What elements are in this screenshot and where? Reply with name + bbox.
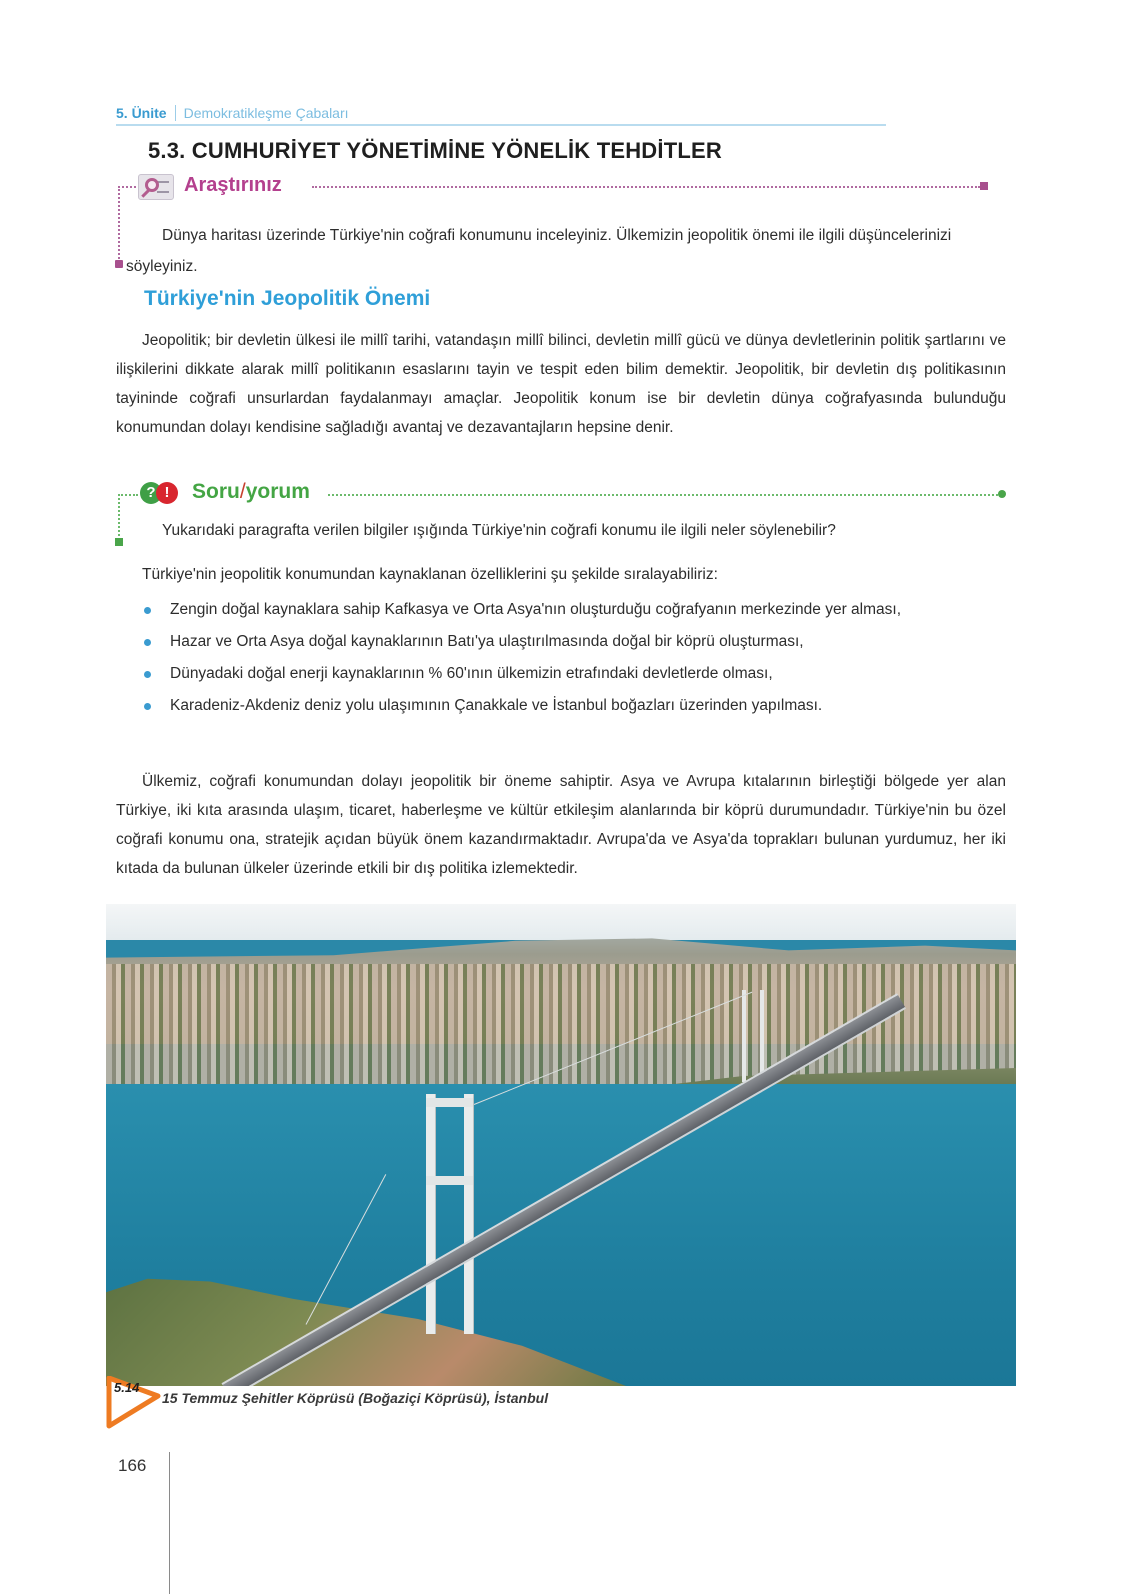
list-item-text: Karadeniz-Akdeniz deniz yolu ulaşımının Çanakkale ve İstanbul boğazları üzerinden yapılması. — [170, 697, 823, 714]
dotted-rule — [328, 494, 998, 496]
question-label-soru: Soru — [192, 480, 240, 503]
dotted-rule — [312, 186, 980, 188]
list-item — [142, 596, 1008, 624]
list-intro: Türkiye'nin jeopolitik konumundan kaynaklanan özelliklerini şu şekilde sıralayabiliriz: — [142, 566, 718, 583]
bridge-photo — [106, 904, 1016, 1386]
rule-end-marker — [980, 182, 988, 190]
figure-number: 5.14 — [114, 1380, 140, 1395]
unit-topic: Demokratikleşme Çabaları — [183, 105, 349, 121]
list-item — [142, 628, 1008, 656]
list-item — [142, 692, 1008, 720]
paragraph-strategic-importance: Ülkemiz, coğrafi konumundan dolayı jeopolitik bir öneme sahiptir. Asya ve Avrupa kıtalarının birleştiği bölgede yer alan Türkiye, iki kıta arasında ulaşım, ticaret, haberleşme ve kültür etkileşim alanlarında bir köprü durumundadır. Türkiye'nin bu özel coğrafi konumu ona, stratejik açıdan büyük önem kazandırmaktadır. Avrupa'da ve Asya'da toprakları bulunan yurdumuz, her iki kıtada da bulunan ülkeler üzerinde etkili bir dış politika izlemektedir. — [116, 773, 1006, 877]
exclamation-bubble-icon: ! — [156, 482, 178, 504]
page-margin-rule — [169, 1452, 170, 1594]
unit-label: 5. Ünite — [116, 105, 167, 121]
rule-end-marker — [115, 538, 123, 546]
features-list — [142, 596, 1008, 724]
bullet-icon — [144, 607, 151, 614]
bullet-icon — [144, 671, 151, 678]
dotted-rule — [118, 186, 120, 266]
section-title: 5.3. CUMHURİYET YÖNETİMİNE YÖNELİK TEHDİTLER — [148, 138, 722, 163]
list-item-text: Zengin doğal kaynaklara sahip Kafkasya ve Orta Asya'nın oluşturduğu coğrafyanın merkezinde yer alması, — [170, 601, 901, 618]
question-text: Yukarıdaki paragrafta verilen bilgiler ışığında Türkiye'nin coğrafi konumu ile ilgili neler söylenebilir? — [162, 522, 836, 539]
page-number: 166 — [118, 1456, 147, 1475]
dotted-rule — [118, 494, 120, 544]
question-label-slash: / — [239, 480, 246, 503]
subheading: Türkiye'nin Jeopolitik Önemi — [144, 287, 431, 310]
rule-end-marker — [998, 490, 1006, 498]
research-label: Araştırınız — [184, 174, 282, 196]
question-label — [192, 480, 310, 504]
bullet-icon — [144, 703, 151, 710]
question-label-yorum: yorum — [245, 480, 310, 503]
list-item — [142, 660, 1008, 688]
list-item-text: Hazar ve Orta Asya doğal kaynaklarının Batı'ya ulaştırılmasında doğal bir köprü oluşturması, — [170, 633, 804, 650]
dotted-rule — [118, 186, 136, 188]
bridge-far-tower — [742, 990, 764, 1082]
paragraph-geopolitics: Jeopolitik; bir devletin ülkesi ile millî tarihi, vatandaşın millî bilinci, devletin millî gücü ve dünya devletlerinin politik şartlarını ve ilişkilerini dikkate alarak millî politikanın esaslarını tayin ve tespit eden bilim demektir. Jeopolitik, bir devletin dış politikasının tayininde coğrafi unsurlardan faydalanmayı amaçlar. Jeopolitik konum ise bir devletin dünya coğrafyasında bulunduğu konumundan dolayı kendisine sağladığı avantaj ve dezavantajların hepsine denir. — [116, 332, 1006, 436]
running-head — [116, 104, 886, 126]
bridge-near-tower — [426, 1094, 472, 1334]
research-box — [116, 172, 996, 275]
list-item-text: Dünyadaki doğal enerji kaynaklarının % 60'ının ülkemizin etrafındaki devletlerde olması, — [170, 665, 773, 682]
photo-sky — [106, 904, 1016, 940]
running-head-divider — [175, 105, 176, 121]
research-text: Dünya haritası üzerinde Türkiye'nin coğrafi konumunu inceleyiniz. Ülkemizin jeopolitik önemi ile ilgili düşüncelerinizi söyleyiniz. — [126, 227, 952, 275]
rule-end-marker — [115, 260, 123, 268]
magnifier-document-icon — [138, 174, 174, 200]
bullet-icon — [144, 639, 151, 646]
figure-caption: 15 Temmuz Şehitler Köprüsü (Boğaziçi Köprüsü), İstanbul — [162, 1390, 549, 1406]
dotted-rule — [118, 494, 138, 496]
question-box — [116, 478, 1006, 548]
question-bubble-icon: ? — [140, 482, 162, 504]
